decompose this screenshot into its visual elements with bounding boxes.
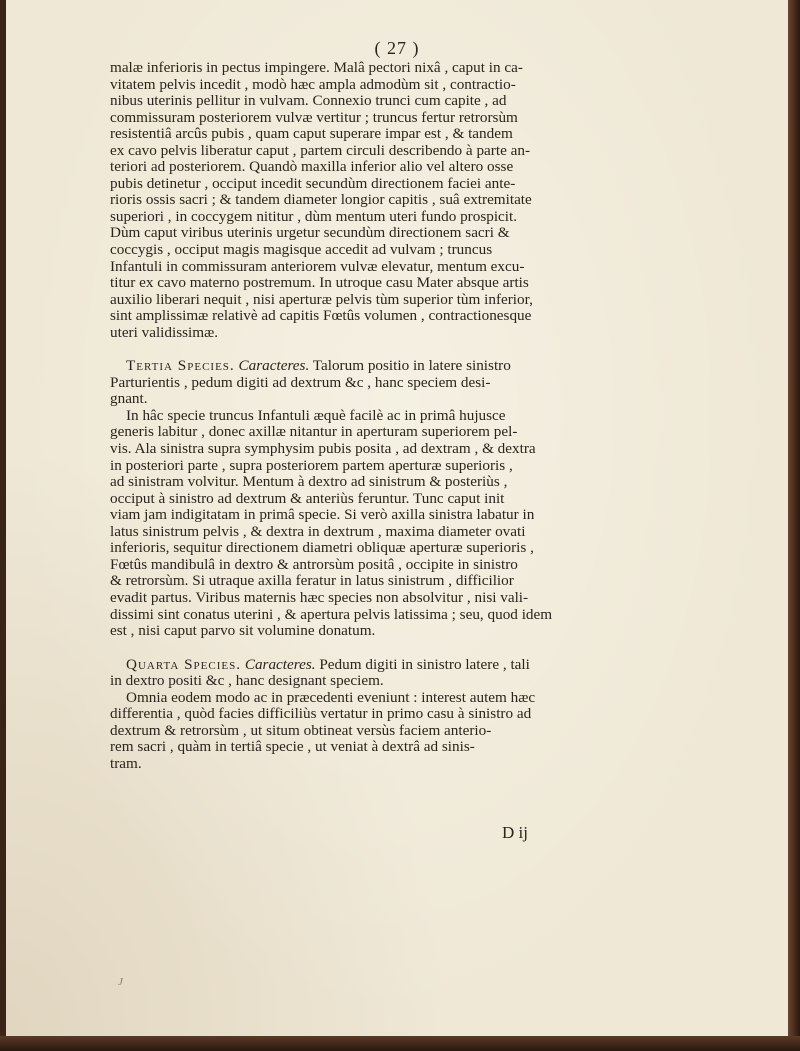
- text-line: pubis detinetur , occiput incedit secundùm directionem faciei ante-: [110, 174, 516, 192]
- book-edge-bottom: [0, 1036, 800, 1051]
- text-line: sint amplissimæ relativè ad capitis Fœtûs volumen , contractionesque: [110, 307, 532, 325]
- book-edge-right: [788, 0, 800, 1051]
- text-line: malæ inferioris in pectus impingere. Malâ pectori nixâ , caput in ca-: [110, 59, 523, 76]
- text-line: viam jam indigitatam in primâ specie. Si verò axilla sinistra labatur in: [110, 506, 535, 524]
- section-heading: Quarta Species.: [126, 655, 242, 673]
- book-page: [6, 0, 788, 1036]
- section-subheading: Caracteres.: [238, 357, 310, 375]
- text-line: [110, 358, 700, 375]
- text-line: teriori ad posteriorem. Quandò maxilla inferior alio vel altero osse: [110, 158, 514, 176]
- text-line: [110, 657, 700, 674]
- text-line: vitatem pelvis incedit , modò hæc ampla admodùm sit , contractio-: [110, 75, 516, 93]
- text-line: dissimi sint conatus uterini , & apertura pelvis latissima ; seu, quod idem: [110, 605, 553, 623]
- text-line: titur ex cavo materno postremum. In utroque casu Mater absque artis: [110, 274, 529, 292]
- text-line: nibus uterinis pellitur in vulvam. Connexio trunci cum capite , ad: [110, 92, 507, 110]
- text-line: Omnia eodem modo ac in præcedenti eveniunt : interest autem hæc: [126, 688, 536, 706]
- text-line: dextrum & retrorsùm , ut situm obtineat versùs faciem anterio-: [110, 721, 492, 739]
- text-line: evadit partus. Viribus maternis hæc species non absolvitur , nisi vali-: [110, 588, 529, 606]
- paragraph-quarta-description: [110, 690, 700, 773]
- text-line: rioris ossis sacri ; & tandem diameter longior capitis , suâ extremitate: [110, 191, 532, 209]
- section-heading: Tertia Species.: [126, 357, 235, 375]
- text-line: resistentiâ arcûs pubis , quam caput superare impar est , & tandem: [110, 125, 513, 143]
- text-line: ad sinistram volvitur. Mentum à dextro ad sinistrum & posteriùs ,: [110, 473, 508, 491]
- text-line: tram.: [110, 754, 142, 772]
- text-line: inferioris, sequitur directionem diametri obliquæ aperturæ superioris ,: [110, 539, 534, 557]
- text-line: vis. Ala sinistra supra symphysim pubis posita , ad dextram , & dextra: [110, 440, 536, 458]
- text-line: In hâc specie truncus Infantuli æquè facilè ac in primâ hujusce: [126, 406, 506, 424]
- text-line: in dextro positi &c , hanc designant speciem.: [110, 672, 384, 690]
- text-line: uteri validissimæ.: [110, 323, 218, 341]
- text-line: generis labitur , donec axillæ nitantur in aperturam superiorem pel-: [110, 423, 518, 441]
- signature-mark: D ij: [502, 823, 528, 842]
- page-number: ( 27 ): [374, 38, 420, 58]
- paragraph-continuation: [110, 60, 700, 341]
- text-line: commissuram posteriorem vulvæ vertitur ; truncus fertur retrorsùm: [110, 108, 518, 126]
- text-line: gnant.: [110, 390, 148, 408]
- text-line: Dùm caput viribus uterinis urgetur secundùm directionem sacri &: [110, 224, 510, 242]
- text-line: Infantuli in commissuram anteriorem vulvæ elevatur, mentum excu-: [110, 257, 525, 275]
- body-text: [110, 60, 700, 772]
- text-line: differentia , quòd facies difficiliùs vertatur in primo casu à sinistro ad: [110, 705, 532, 723]
- text-fragment: Talorum positio in latere sinistro: [312, 357, 511, 375]
- text-line: coccygis , occiput magis magisque accedit ad vulvam ; truncus: [110, 241, 493, 259]
- text-line: Fœtûs mandibulâ in dextro & antrorsùm positâ , occipite in sinistro: [110, 555, 518, 573]
- text-line: auxilio liberari nequit , nisi aperturæ pelvis tùm superior tùm inferior,: [110, 290, 533, 308]
- text-line: occiput à sinistro ad dextrum & anteriùs feruntur. Tunc caput init: [110, 489, 505, 507]
- text-line: ex cavo pelvis liberatur caput , partem circuli describendo à parte an-: [110, 141, 530, 159]
- text-line: Parturientis , pedum digiti ad dextrum &c , hanc speciem desi-: [110, 373, 491, 391]
- paragraph-tertia-description: [110, 408, 700, 640]
- text-fragment: Pedum digiti in sinistro latere , tali: [319, 655, 530, 673]
- text-line: in posteriori parte , supra posteriorem partem aperturæ superioris ,: [110, 456, 513, 474]
- paragraph-tertia-species: [110, 358, 700, 408]
- text-line: & retrorsùm. Si utraque axilla feratur in latus sinistrum , difficilior: [110, 572, 514, 590]
- paragraph-quarta-species: [110, 657, 700, 690]
- text-line: rem sacri , quàm in tertiâ specie , ut veniat à dextrâ ad sinis-: [110, 738, 475, 756]
- margin-mark: J: [118, 976, 123, 988]
- text-line: superiori , in coccygem nititur , dùm mentum uteri fundo prospicit.: [110, 207, 518, 225]
- text-line: latus sinistrum pelvis , & dextra in dextrum , maxima diameter ovati: [110, 522, 526, 540]
- section-subheading: Caracteres.: [244, 655, 316, 673]
- text-line: est , nisi caput parvo sit volumine donatum.: [110, 622, 376, 640]
